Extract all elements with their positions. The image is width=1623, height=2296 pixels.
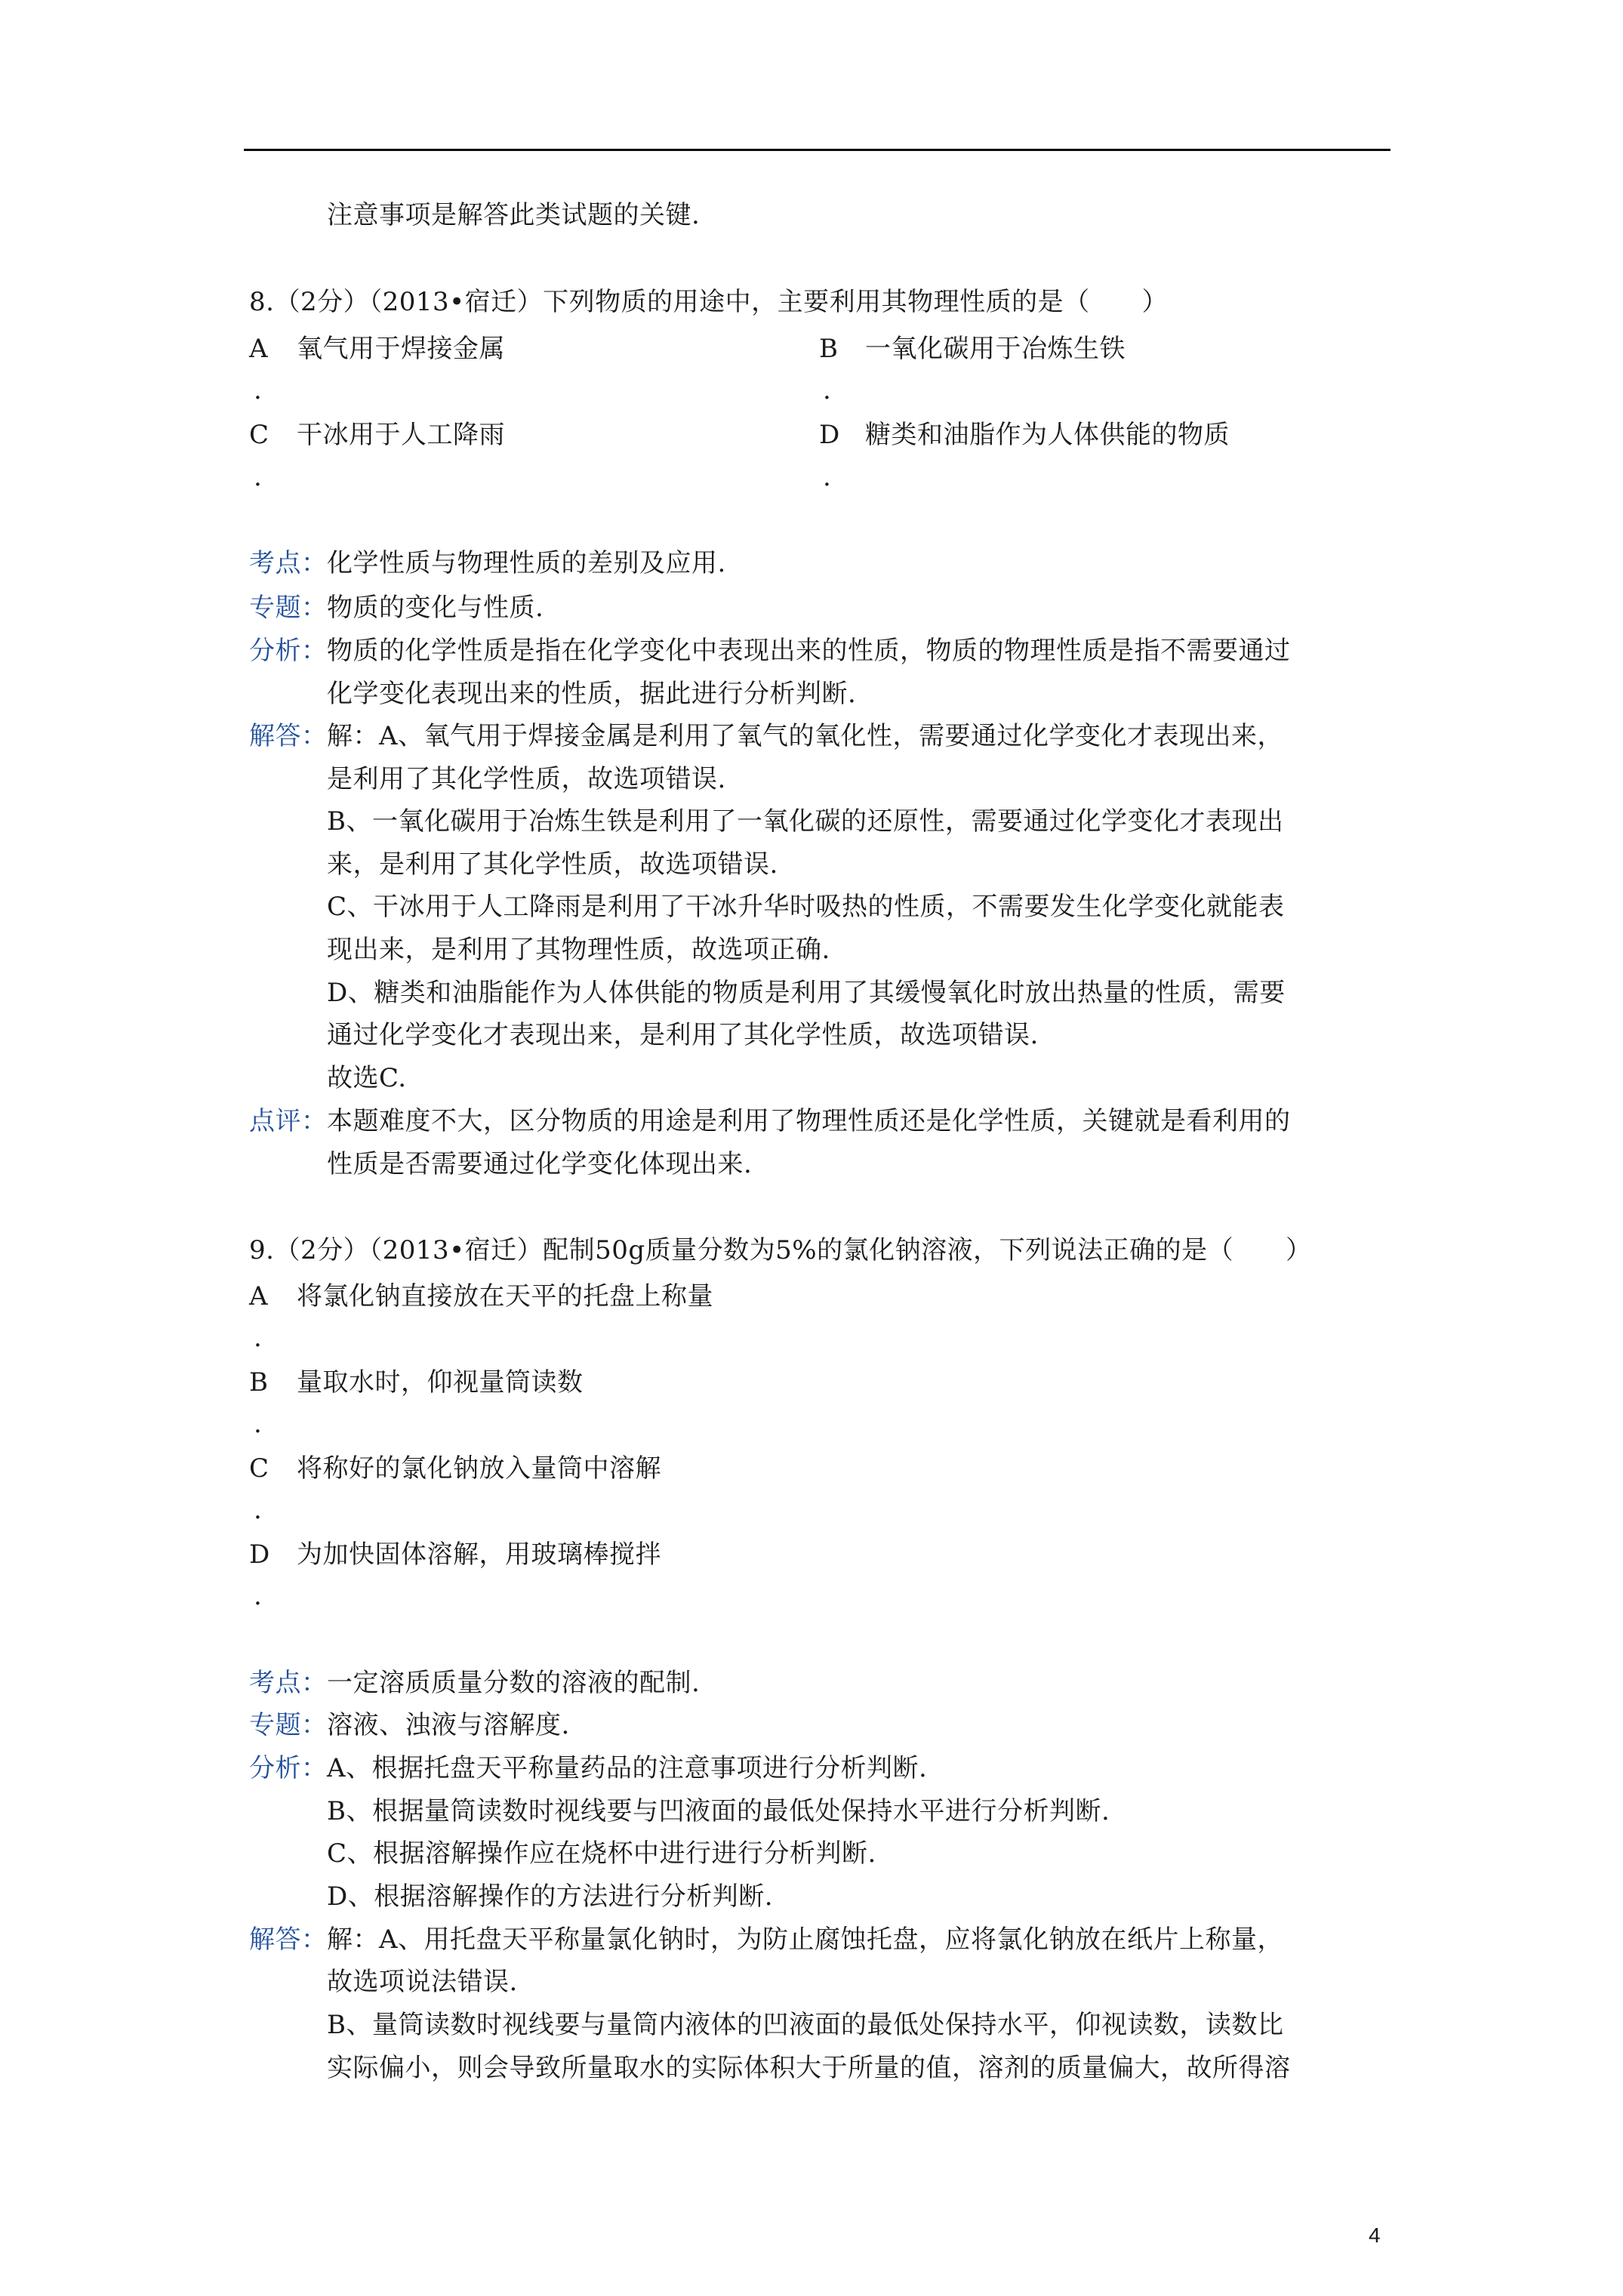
q8-jieda-line: 解：A、氧气用于焊接金属是利用了氧气的氧化性，需要通过化学变化才表现出来， (327, 721, 1284, 751)
q8-fenxi-line: 物质的化学性质是指在化学变化中表现出来的性质，物质的物理性质是指不需要通过 (327, 636, 1291, 666)
q8-option-b-letter: B (819, 334, 839, 364)
q8-jieda-line: 故选C. (327, 1063, 407, 1093)
q9-jieda-line: 实际偏小，则会导致所量取水的实际体积大于所量的值，溶剂的质量偏大，故所得溶 (327, 2053, 1291, 2083)
q9-jieda-line: 故选项说法错误. (327, 1967, 518, 1997)
q9-jieda-line: B、量筒读数时视线要与量筒内液体的凹液面的最低处保持水平，仰视读数，读数比 (327, 2010, 1284, 2040)
q9-option-d-dot: . (254, 1581, 263, 1611)
q9-option-a: 将氯化钠直接放在天平的托盘上称量 (297, 1281, 713, 1311)
q9-option-b: 量取水时，仰视量筒读数 (297, 1367, 584, 1398)
q9-kaodian-label: 考点： (249, 1668, 328, 1698)
q8-option-a-dot: . (254, 375, 263, 405)
q8-option-d-dot: . (823, 462, 832, 492)
header-rule (244, 149, 1390, 151)
q9-fenxi-line: D、根据溶解操作的方法进行分析判断. (327, 1881, 774, 1912)
q8-jieda-line: 通过化学变化才表现出来，是利用了其化学性质，故选项错误. (327, 1020, 1039, 1050)
q8-option-d: 糖类和油脂作为人体供能的物质 (865, 420, 1230, 450)
q8-jieda-line: 现出来，是利用了其物理性质，故选项正确. (327, 935, 830, 965)
q8-jieda-line: 来，是利用了其化学性质，故选项错误. (327, 849, 778, 880)
q9-option-a-letter: A (249, 1281, 269, 1311)
q9-option-a-dot: . (254, 1323, 263, 1353)
q9-option-c-letter: C (249, 1453, 269, 1484)
q8-fenxi-line: 化学变化表现出来的性质，据此进行分析判断. (327, 679, 857, 709)
q8-option-a: 氧气用于焊接金属 (297, 334, 505, 364)
q8-jieda-line: C、干冰用于人工降雨是利用了干冰升华时吸热的性质，不需要发生化学变化就能表 (327, 892, 1285, 922)
q9-fenxi-line: B、根据量筒读数时视线要与凹液面的最低处保持水平进行分析判断. (327, 1796, 1110, 1826)
q8-dianping-line: 本题难度不大，区分物质的用途是利用了物理性质还是化学性质，关键就是看利用的 (327, 1106, 1291, 1136)
q8-option-a-letter: A (249, 334, 269, 364)
q8-zhuanti: 物质的变化与性质. (327, 593, 544, 623)
q8-dianping-line: 性质是否需要通过化学变化体现出来. (327, 1149, 753, 1179)
q9-stem: 9.（2分）（2013•宿迁）配制50g质量分数为5%的氯化钠溶液，下列说法正确的是（ ） (249, 1235, 1312, 1265)
q8-kaodian-label: 考点： (249, 548, 328, 578)
q9-option-b-letter: B (249, 1367, 269, 1398)
q8-jieda-line: D、糖类和油脂能作为人体供能的物质是利用了其缓慢氧化时放出热量的性质，需要 (327, 978, 1286, 1008)
q8-option-b-dot: . (823, 375, 832, 405)
q9-option-d-letter: D (249, 1539, 270, 1570)
q8-jieda-label: 解答： (249, 721, 328, 751)
q8-jieda-line: B、一氧化碳用于冶炼生铁是利用了一氧化碳的还原性，需要通过化学变化才表现出 (327, 806, 1284, 837)
q8-option-d-letter: D (819, 420, 840, 450)
q8-zhuanti-label: 专题： (249, 593, 328, 623)
q8-dianping-label: 点评： (249, 1106, 328, 1136)
page-number: 4 (1369, 2224, 1381, 2247)
intro-text: 注意事项是解答此类试题的关键. (327, 200, 701, 230)
q9-fenxi-label: 分析： (249, 1753, 328, 1783)
q9-option-b-dot: . (254, 1409, 263, 1439)
q8-option-c-letter: C (249, 420, 269, 450)
q9-fenxi-line: C、根据溶解操作应在烧杯中进行进行分析判断. (327, 1838, 876, 1869)
q9-jieda-label: 解答： (249, 1925, 328, 1955)
q8-fenxi-label: 分析： (249, 636, 328, 666)
q9-jieda-line: 解：A、用托盘天平称量氯化钠时，为防止腐蚀托盘，应将氯化钠放在纸片上称量， (327, 1925, 1284, 1955)
q9-zhuanti-label: 专题： (249, 1710, 328, 1740)
q8-option-c-dot: . (254, 462, 263, 492)
q9-fenxi-line: A、根据托盘天平称量药品的注意事项进行分析判断. (327, 1753, 928, 1783)
q8-option-b: 一氧化碳用于冶炼生铁 (865, 334, 1126, 364)
q9-option-d: 为加快固体溶解，用玻璃棒搅拌 (297, 1539, 661, 1570)
q9-kaodian: 一定溶质质量分数的溶液的配制. (327, 1668, 701, 1698)
q9-option-c: 将称好的氯化钠放入量筒中溶解 (297, 1453, 661, 1484)
q8-stem: 8.（2分）（2013•宿迁）下列物质的用途中，主要利用其物理性质的是（ ） (249, 287, 1169, 317)
q8-kaodian: 化学性质与物理性质的差别及应用. (327, 548, 726, 578)
q8-jieda-line: 是利用了其化学性质，故选项错误. (327, 764, 726, 794)
q9-option-c-dot: . (254, 1495, 263, 1525)
q8-option-c: 干冰用于人工降雨 (297, 420, 505, 450)
q9-zhuanti: 溶液、浊液与溶解度. (327, 1710, 570, 1740)
